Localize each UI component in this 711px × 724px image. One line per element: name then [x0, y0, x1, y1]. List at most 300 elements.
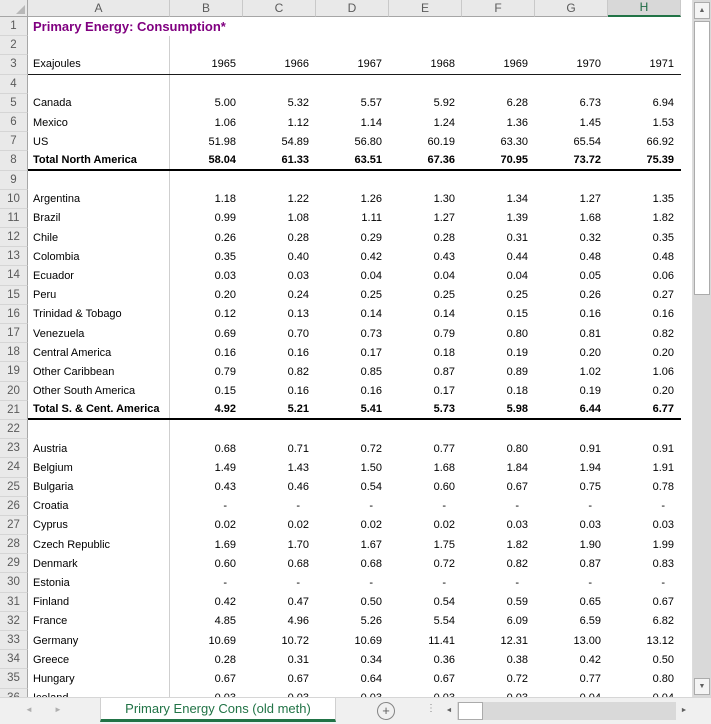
value-cell[interactable]: 0.87: [433, 365, 455, 378]
value-cell[interactable]: 1966: [284, 58, 309, 71]
value-cell[interactable]: 0.03: [652, 519, 674, 532]
value-cell[interactable]: 0.02: [360, 519, 382, 532]
row-header-34[interactable]: 34: [0, 650, 28, 669]
value-cell[interactable]: 0.69: [214, 327, 236, 340]
value-cell[interactable]: 0.28: [214, 653, 236, 666]
value-cell[interactable]: 0.80: [652, 672, 674, 685]
label-cell[interactable]: [28, 171, 170, 190]
value-cell[interactable]: 61.33: [281, 153, 309, 166]
value-cell[interactable]: 0.13: [287, 308, 309, 321]
value-cell[interactable]: 1.68: [579, 212, 601, 225]
value-cell[interactable]: 0.82: [287, 365, 309, 378]
value-cell[interactable]: 5.32: [287, 97, 309, 110]
value-cell[interactable]: 60.19: [427, 135, 455, 148]
value-cell[interactable]: 1.06: [652, 365, 674, 378]
value-cell[interactable]: 0.31: [287, 653, 309, 666]
value-cell[interactable]: 0.77: [433, 442, 455, 455]
value-cell[interactable]: 67.36: [427, 153, 455, 166]
value-cell[interactable]: 0.19: [579, 385, 601, 398]
value-cell[interactable]: 1.22: [287, 193, 309, 206]
value-cell[interactable]: 0.40: [287, 250, 309, 263]
value-cell[interactable]: 5.21: [287, 403, 309, 416]
row-header-11[interactable]: 11: [0, 209, 28, 228]
value-cell[interactable]: 1.39: [506, 212, 528, 225]
value-cell[interactable]: 1.26: [360, 193, 382, 206]
row-header-9[interactable]: 9: [0, 171, 28, 190]
column-header-E[interactable]: E: [389, 0, 462, 17]
value-cell[interactable]: 0.20: [214, 289, 236, 302]
row-header-26[interactable]: 26: [0, 497, 28, 516]
value-cell[interactable]: -: [588, 500, 592, 513]
value-cell[interactable]: 65.54: [573, 135, 601, 148]
value-cell[interactable]: 0.77: [579, 672, 601, 685]
row-header-10[interactable]: 10: [0, 190, 28, 209]
value-cell[interactable]: 0.16: [652, 308, 674, 321]
value-cell[interactable]: 0.06: [652, 270, 674, 283]
horizontal-scrollbar-thumb[interactable]: [458, 702, 483, 720]
value-cell[interactable]: 1.06: [214, 116, 236, 129]
value-cell[interactable]: 0.32: [579, 231, 601, 244]
value-cell[interactable]: 0.91: [579, 442, 601, 455]
value-cell[interactable]: -: [588, 577, 592, 590]
value-cell[interactable]: 1.70: [287, 538, 309, 551]
row-header-17[interactable]: 17: [0, 324, 28, 343]
value-cell[interactable]: 1.34: [506, 193, 528, 206]
value-cell[interactable]: 0.04: [360, 270, 382, 283]
value-cell[interactable]: 0.18: [433, 346, 455, 359]
value-cell[interactable]: 1.75: [433, 538, 455, 551]
row-header-2[interactable]: 2: [0, 36, 28, 55]
select-all-corner[interactable]: [0, 0, 28, 17]
column-header-F[interactable]: F: [462, 0, 535, 17]
label-cell[interactable]: Central America: [28, 343, 170, 362]
value-cell[interactable]: 4.96: [287, 615, 309, 628]
value-cell[interactable]: 0.18: [506, 385, 528, 398]
row-header-27[interactable]: 27: [0, 516, 28, 535]
value-cell[interactable]: 1965: [211, 58, 236, 71]
value-cell[interactable]: 0.82: [506, 557, 528, 570]
row-header-23[interactable]: 23: [0, 439, 28, 458]
value-cell[interactable]: -: [442, 500, 446, 513]
value-cell[interactable]: 6.09: [506, 615, 528, 628]
value-cell[interactable]: 70.95: [500, 153, 528, 166]
value-cell[interactable]: 1.49: [214, 461, 236, 474]
value-cell[interactable]: 1.82: [652, 212, 674, 225]
value-cell[interactable]: 0.72: [360, 442, 382, 455]
label-cell[interactable]: [28, 36, 170, 55]
value-cell[interactable]: 0.43: [214, 481, 236, 494]
value-cell[interactable]: 1.43: [287, 461, 309, 474]
label-cell[interactable]: Belgium: [28, 458, 170, 477]
value-cell[interactable]: 5.00: [214, 97, 236, 110]
value-cell[interactable]: 1.27: [433, 212, 455, 225]
label-cell[interactable]: Czech Republic: [28, 535, 170, 554]
value-cell[interactable]: 0.03: [579, 519, 601, 532]
value-cell[interactable]: 10.69: [208, 634, 236, 647]
value-cell[interactable]: 0.24: [287, 289, 309, 302]
cell-grid[interactable]: [0, 17, 681, 697]
value-cell[interactable]: 0.71: [287, 442, 309, 455]
value-cell[interactable]: 6.73: [579, 97, 601, 110]
value-cell[interactable]: 0.60: [214, 557, 236, 570]
value-cell[interactable]: 0.04: [506, 270, 528, 283]
value-cell[interactable]: 73.72: [573, 153, 601, 166]
label-cell[interactable]: [28, 75, 170, 94]
value-cell[interactable]: 0.12: [214, 308, 236, 321]
value-cell[interactable]: 58.04: [208, 153, 236, 166]
row-header-15[interactable]: 15: [0, 286, 28, 305]
value-cell[interactable]: 1968: [430, 58, 455, 71]
scroll-right-icon[interactable]: ►: [676, 702, 692, 720]
label-cell[interactable]: Estonia: [28, 573, 170, 592]
value-cell[interactable]: 0.34: [360, 653, 382, 666]
row-header-33[interactable]: 33: [0, 631, 28, 650]
row-header-31[interactable]: 31: [0, 593, 28, 612]
value-cell[interactable]: 5.57: [360, 97, 382, 110]
value-cell[interactable]: 1.69: [214, 538, 236, 551]
label-cell[interactable]: Hungary: [28, 669, 170, 688]
value-cell[interactable]: 1.68: [433, 461, 455, 474]
value-cell[interactable]: 1.45: [579, 116, 601, 129]
column-header-A[interactable]: A: [28, 0, 170, 17]
value-cell[interactable]: 1970: [576, 58, 601, 71]
value-cell[interactable]: 0.54: [433, 596, 455, 609]
column-header-H[interactable]: H: [608, 0, 681, 17]
value-cell[interactable]: 6.82: [652, 615, 674, 628]
row-header-8[interactable]: 8: [0, 151, 28, 170]
value-cell[interactable]: 13.00: [573, 634, 601, 647]
value-cell[interactable]: 13.12: [646, 634, 674, 647]
value-cell[interactable]: 0.16: [214, 346, 236, 359]
value-cell[interactable]: 0.68: [214, 442, 236, 455]
value-cell[interactable]: 0.44: [506, 250, 528, 263]
value-cell[interactable]: -: [515, 500, 519, 513]
label-cell[interactable]: Other Caribbean: [28, 362, 170, 381]
value-cell[interactable]: 1.90: [579, 538, 601, 551]
value-cell[interactable]: 0.50: [360, 596, 382, 609]
value-cell[interactable]: 0.81: [579, 327, 601, 340]
value-cell[interactable]: 1.82: [506, 538, 528, 551]
value-cell[interactable]: 0.43: [433, 250, 455, 263]
row-header-7[interactable]: 7: [0, 132, 28, 151]
row-header-22[interactable]: 22: [0, 420, 28, 439]
value-cell[interactable]: 0.87: [579, 557, 601, 570]
value-cell[interactable]: 0.59: [506, 596, 528, 609]
value-cell[interactable]: 1969: [503, 58, 528, 71]
value-cell[interactable]: 0.16: [287, 346, 309, 359]
value-cell[interactable]: 0.67: [214, 672, 236, 685]
vertical-scrollbar[interactable]: [692, 0, 711, 697]
value-cell[interactable]: 0.72: [506, 672, 528, 685]
value-cell[interactable]: 0.20: [652, 385, 674, 398]
sheet-title-cell[interactable]: Primary Energy: Consumption*: [33, 19, 226, 35]
value-cell[interactable]: 0.29: [360, 231, 382, 244]
tab-options-dots-icon[interactable]: ⋮: [426, 703, 436, 714]
label-cell[interactable]: Greece: [28, 650, 170, 669]
value-cell[interactable]: 1.27: [579, 193, 601, 206]
value-cell[interactable]: 0.79: [214, 365, 236, 378]
label-cell[interactable]: Cyprus: [28, 516, 170, 535]
row-header-18[interactable]: 18: [0, 343, 28, 362]
row-header-28[interactable]: 28: [0, 535, 28, 554]
value-cell[interactable]: 0.26: [214, 231, 236, 244]
row-header-29[interactable]: 29: [0, 554, 28, 573]
row-header-16[interactable]: 16: [0, 305, 28, 324]
column-header-G[interactable]: G: [535, 0, 608, 17]
row-header-4[interactable]: 4: [0, 75, 28, 94]
label-cell[interactable]: [28, 420, 170, 439]
value-cell[interactable]: 63.51: [354, 153, 382, 166]
label-cell[interactable]: Peru: [28, 286, 170, 305]
row-header-1[interactable]: 1: [0, 17, 28, 36]
value-cell[interactable]: 0.67: [433, 672, 455, 685]
label-cell[interactable]: Total North America: [28, 151, 170, 168]
value-cell[interactable]: 0.14: [433, 308, 455, 321]
value-cell[interactable]: 1.24: [433, 116, 455, 129]
value-cell[interactable]: 0.48: [579, 250, 601, 263]
value-cell[interactable]: 0.15: [506, 308, 528, 321]
value-cell[interactable]: 10.69: [354, 634, 382, 647]
value-cell[interactable]: 0.04: [433, 270, 455, 283]
label-cell[interactable]: Croatia: [28, 497, 170, 516]
value-cell[interactable]: 0.99: [214, 212, 236, 225]
value-cell[interactable]: 1.99: [652, 538, 674, 551]
label-cell[interactable]: Canada: [28, 94, 170, 113]
value-cell[interactable]: 1.12: [287, 116, 309, 129]
column-header-B[interactable]: B: [170, 0, 243, 17]
value-cell[interactable]: 1971: [649, 58, 674, 71]
value-cell[interactable]: 0.65: [579, 596, 601, 609]
row-header-30[interactable]: 30: [0, 573, 28, 592]
value-cell[interactable]: 0.03: [506, 519, 528, 532]
label-cell[interactable]: Austria: [28, 439, 170, 458]
value-cell[interactable]: 0.47: [287, 596, 309, 609]
value-cell[interactable]: 6.44: [579, 403, 601, 416]
value-cell[interactable]: 5.92: [433, 97, 455, 110]
value-cell[interactable]: 1.91: [652, 461, 674, 474]
label-cell[interactable]: Venezuela: [28, 324, 170, 343]
value-cell[interactable]: 0.16: [360, 385, 382, 398]
value-cell[interactable]: 0.16: [579, 308, 601, 321]
horizontal-scrollbar[interactable]: [441, 702, 692, 720]
value-cell[interactable]: 0.42: [360, 250, 382, 263]
value-cell[interactable]: 0.79: [433, 327, 455, 340]
label-cell[interactable]: Colombia: [28, 247, 170, 266]
value-cell[interactable]: 1.84: [506, 461, 528, 474]
row-header-20[interactable]: 20: [0, 382, 28, 401]
value-cell[interactable]: 0.46: [287, 481, 309, 494]
value-cell[interactable]: 0.20: [652, 346, 674, 359]
row-header-21[interactable]: 21: [0, 401, 28, 420]
row-header-35[interactable]: 35: [0, 669, 28, 688]
value-cell[interactable]: 0.67: [506, 481, 528, 494]
row-header-14[interactable]: 14: [0, 266, 28, 285]
value-cell[interactable]: 0.31: [506, 231, 528, 244]
label-cell[interactable]: Bulgaria: [28, 478, 170, 497]
row-header-19[interactable]: 19: [0, 362, 28, 381]
value-cell[interactable]: 6.59: [579, 615, 601, 628]
value-cell[interactable]: 10.72: [281, 634, 309, 647]
value-cell[interactable]: 0.02: [214, 519, 236, 532]
value-cell[interactable]: 0.68: [360, 557, 382, 570]
value-cell[interactable]: 66.92: [646, 135, 674, 148]
value-cell[interactable]: -: [369, 577, 373, 590]
value-cell[interactable]: 4.92: [214, 403, 236, 416]
value-cell[interactable]: 0.14: [360, 308, 382, 321]
label-cell[interactable]: Trinidad & Tobago: [28, 305, 170, 324]
value-cell[interactable]: 0.89: [506, 365, 528, 378]
value-cell[interactable]: 0.42: [214, 596, 236, 609]
scroll-down-icon[interactable]: ▼: [694, 678, 710, 695]
value-cell[interactable]: 0.91: [652, 442, 674, 455]
column-header-C[interactable]: C: [243, 0, 316, 17]
value-cell[interactable]: 0.20: [579, 346, 601, 359]
value-cell[interactable]: -: [296, 500, 300, 513]
value-cell[interactable]: 0.68: [287, 557, 309, 570]
row-header-12[interactable]: 12: [0, 228, 28, 247]
value-cell[interactable]: 1.67: [360, 538, 382, 551]
value-cell[interactable]: 0.17: [360, 346, 382, 359]
value-cell[interactable]: 0.60: [433, 481, 455, 494]
value-cell[interactable]: 1.94: [579, 461, 601, 474]
value-cell[interactable]: 1.02: [579, 365, 601, 378]
value-cell[interactable]: -: [515, 577, 519, 590]
value-cell[interactable]: 1.11: [361, 212, 382, 225]
value-cell[interactable]: 0.19: [506, 346, 528, 359]
value-cell[interactable]: 0.15: [214, 385, 236, 398]
value-cell[interactable]: 0.27: [652, 289, 674, 302]
value-cell[interactable]: -: [296, 577, 300, 590]
value-cell[interactable]: -: [661, 500, 665, 513]
label-cell[interactable]: Finland: [28, 593, 170, 612]
column-header-D[interactable]: D: [316, 0, 389, 17]
value-cell[interactable]: 5.26: [360, 615, 382, 628]
label-cell[interactable]: Total S. & Cent. America: [28, 401, 170, 418]
value-cell[interactable]: 0.26: [579, 289, 601, 302]
value-cell[interactable]: 0.16: [287, 385, 309, 398]
value-cell[interactable]: 0.54: [360, 481, 382, 494]
label-cell[interactable]: Mexico: [28, 113, 170, 132]
label-cell[interactable]: Other South America: [28, 382, 170, 401]
row-header-25[interactable]: 25: [0, 478, 28, 497]
value-cell[interactable]: 75.39: [646, 153, 674, 166]
value-cell[interactable]: -: [661, 577, 665, 590]
value-cell[interactable]: 1.36: [506, 116, 528, 129]
value-cell[interactable]: 5.54: [433, 615, 455, 628]
value-cell[interactable]: 0.03: [214, 270, 236, 283]
value-cell[interactable]: 0.50: [652, 653, 674, 666]
value-cell[interactable]: 0.82: [652, 327, 674, 340]
value-cell[interactable]: 0.25: [360, 289, 382, 302]
value-cell[interactable]: 1.30: [433, 193, 455, 206]
row-header-32[interactable]: 32: [0, 612, 28, 631]
value-cell[interactable]: 0.75: [579, 481, 601, 494]
value-cell[interactable]: 6.28: [506, 97, 528, 110]
value-cell[interactable]: 0.35: [652, 231, 674, 244]
value-cell[interactable]: -: [223, 500, 227, 513]
value-cell[interactable]: 1.08: [287, 212, 309, 225]
label-cell[interactable]: Denmark: [28, 554, 170, 573]
scroll-up-icon[interactable]: ▲: [694, 2, 710, 19]
value-cell[interactable]: 6.94: [652, 97, 674, 110]
value-cell[interactable]: 0.72: [433, 557, 455, 570]
value-cell[interactable]: 6.77: [652, 403, 674, 416]
next-sheet-icon[interactable]: ►: [54, 705, 62, 714]
value-cell[interactable]: 1.18: [214, 193, 236, 206]
value-cell[interactable]: 1.14: [360, 116, 382, 129]
value-cell[interactable]: 56.80: [354, 135, 382, 148]
value-cell[interactable]: 0.03: [287, 270, 309, 283]
row-header-3[interactable]: 3: [0, 55, 28, 74]
value-cell[interactable]: 0.36: [433, 653, 455, 666]
value-cell[interactable]: 0.28: [287, 231, 309, 244]
label-cell[interactable]: Chile: [28, 228, 170, 247]
value-cell[interactable]: 12.31: [500, 634, 528, 647]
vertical-scrollbar-thumb[interactable]: [694, 21, 710, 295]
label-cell[interactable]: Germany: [28, 631, 170, 650]
row-header-24[interactable]: 24: [0, 458, 28, 477]
value-cell[interactable]: 0.02: [287, 519, 309, 532]
label-cell[interactable]: France: [28, 612, 170, 631]
value-cell[interactable]: 1967: [357, 58, 382, 71]
label-cell[interactable]: Exajoules: [28, 55, 170, 73]
add-sheet-icon[interactable]: +: [377, 702, 395, 720]
value-cell[interactable]: -: [369, 500, 373, 513]
value-cell[interactable]: 0.78: [652, 481, 674, 494]
scroll-left-icon[interactable]: ◄: [441, 702, 457, 720]
label-cell[interactable]: Argentina: [28, 190, 170, 209]
value-cell[interactable]: 5.73: [433, 403, 455, 416]
value-cell[interactable]: 4.85: [214, 615, 236, 628]
value-cell[interactable]: 11.41: [428, 634, 455, 647]
value-cell[interactable]: 0.73: [360, 327, 382, 340]
value-cell[interactable]: -: [442, 577, 446, 590]
value-cell[interactable]: 1.50: [360, 461, 382, 474]
label-cell[interactable]: Brazil: [28, 209, 170, 228]
value-cell[interactable]: 0.38: [506, 653, 528, 666]
value-cell[interactable]: 0.80: [506, 442, 528, 455]
value-cell[interactable]: 0.02: [433, 519, 455, 532]
row-header-5[interactable]: 5: [0, 94, 28, 113]
value-cell[interactable]: 63.30: [500, 135, 528, 148]
row-header-13[interactable]: 13: [0, 247, 28, 266]
value-cell[interactable]: 0.05: [579, 270, 601, 283]
prev-sheet-icon[interactable]: ◄: [25, 705, 33, 714]
value-cell[interactable]: -: [223, 577, 227, 590]
value-cell[interactable]: 54.89: [281, 135, 309, 148]
value-cell[interactable]: 0.17: [433, 385, 455, 398]
value-cell[interactable]: 1.35: [652, 193, 674, 206]
value-cell[interactable]: 1.53: [652, 116, 674, 129]
value-cell[interactable]: 0.25: [433, 289, 455, 302]
value-cell[interactable]: 0.28: [433, 231, 455, 244]
value-cell[interactable]: 0.80: [506, 327, 528, 340]
value-cell[interactable]: 0.25: [506, 289, 528, 302]
value-cell[interactable]: 0.67: [652, 596, 674, 609]
value-cell[interactable]: 0.42: [579, 653, 601, 666]
value-cell[interactable]: 5.41: [360, 403, 382, 416]
row-header-6[interactable]: 6: [0, 113, 28, 132]
value-cell[interactable]: 51.98: [208, 135, 236, 148]
value-cell[interactable]: 0.35: [214, 250, 236, 263]
value-cell[interactable]: 0.85: [360, 365, 382, 378]
value-cell[interactable]: 0.70: [287, 327, 309, 340]
label-cell[interactable]: Ecuador: [28, 266, 170, 285]
value-cell[interactable]: 0.48: [652, 250, 674, 263]
value-cell[interactable]: 0.83: [652, 557, 674, 570]
label-cell[interactable]: US: [28, 132, 170, 151]
value-cell[interactable]: 0.64: [360, 672, 382, 685]
